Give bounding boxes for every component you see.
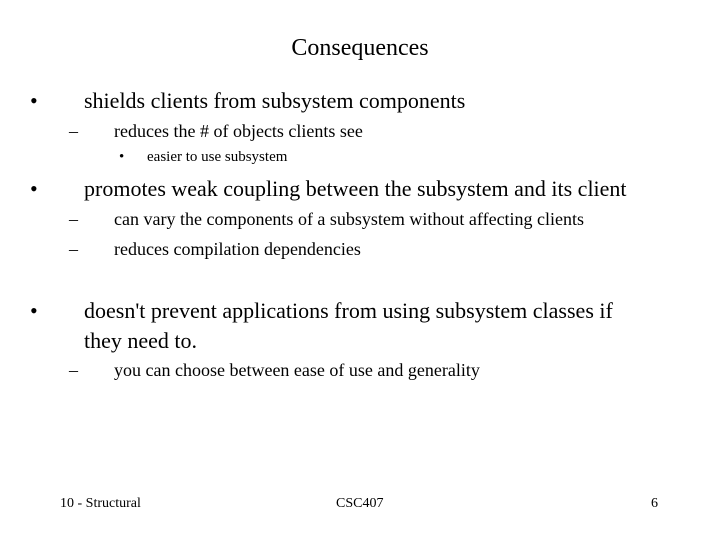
- bullet-marker: •: [30, 176, 38, 201]
- sub-bullet-marker: –: [69, 239, 78, 259]
- bullet-marker: •: [30, 298, 38, 323]
- sub-bullet-text: reduces compilation dependencies: [114, 239, 361, 259]
- sub-bullet-text: reduces the # of objects clients see: [114, 121, 363, 141]
- footer-page-number: 6: [651, 496, 658, 511]
- footer-center: CSC407: [336, 496, 384, 511]
- sub-sub-bullet-marker: •: [119, 149, 125, 165]
- slide-title: Consequences: [291, 35, 429, 61]
- bullet-text: shields clients from subsystem components: [84, 88, 466, 113]
- sub-bullet-marker: –: [69, 360, 78, 380]
- bullet-marker: •: [30, 88, 38, 113]
- sub-bullet-text: can vary the components of a subsystem without affecting clients: [114, 209, 585, 229]
- bullet-text-line-2: they need to.: [84, 328, 198, 353]
- sub-bullet-marker: –: [69, 209, 78, 229]
- sub-sub-bullet-text: easier to use subsystem: [147, 149, 288, 165]
- footer-left: 10 - Structural: [60, 496, 141, 511]
- bullet-text: promotes weak coupling between the subsystem and its client: [84, 176, 627, 201]
- bullet-text-line-1: doesn't prevent applications from using subsystem classes if: [84, 298, 613, 323]
- sub-bullet-marker: –: [69, 121, 78, 141]
- sub-bullet-text: you can choose between ease of use and generality: [114, 360, 480, 380]
